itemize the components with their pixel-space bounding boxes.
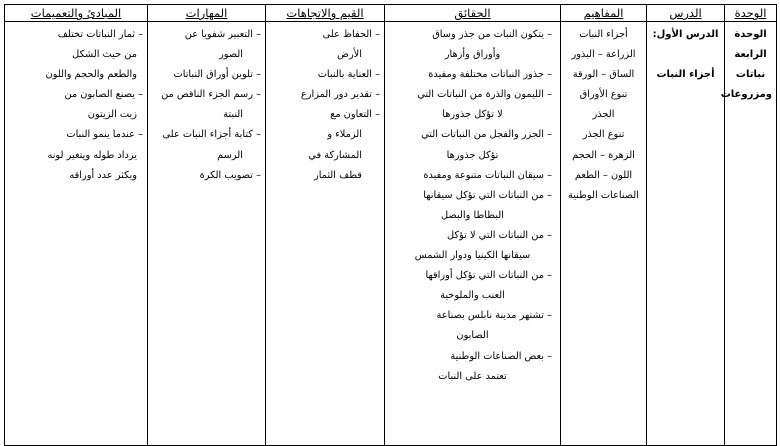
value-line: قطف الثمار (313, 169, 362, 181)
concept-item: الزهرة – الحجم (572, 149, 635, 161)
unit-line: نباتات (735, 69, 766, 81)
concept-item: الساق – الورقة (572, 69, 635, 81)
lesson-plan-table (4, 4, 777, 446)
lesson-cell (647, 22, 725, 446)
unit-line: ومزروعات (720, 89, 772, 101)
concept-item: اللون – الطعم (574, 169, 633, 181)
value-line: – تقدير دور المزارع (300, 89, 380, 101)
header-principles: المبادئ والتعميمات (5, 5, 148, 22)
facts-cell (385, 22, 561, 446)
principle-line: – ثمار النباتات تختلف (57, 29, 143, 40)
concept-item: الزراعة – البذور (571, 49, 636, 61)
concepts-cell (561, 22, 647, 446)
fact-line: تعتمد على النبات (438, 370, 507, 382)
fact-line: – تشتهر مدينة نابلس بصناعة (436, 310, 552, 322)
fact-line: – من النباتات التي تؤكل سيقانها (423, 189, 552, 201)
value-line: الزملاء و (327, 129, 362, 141)
principle-line: والطعم والحجم واللون (45, 69, 137, 81)
fact-line: – الليمون والذرة من النباتات التي (417, 89, 552, 101)
principle-line: يزداد طوله ويتغير لونه (47, 149, 137, 161)
concept-item: الصناعات الوطنية (567, 189, 640, 201)
fact-line: – جذور النباتات مختلفة ومفيدة (428, 69, 552, 81)
header-row (5, 5, 777, 22)
unit-line: الرابعة (734, 49, 767, 61)
concept-item: الجذر (592, 109, 615, 121)
fact-line: – من النباتات التي لا تؤكل (446, 229, 552, 241)
fact-line: الصابون (456, 330, 489, 342)
header-skills: المهارات (148, 5, 266, 22)
skill-line: – تلوين أوراق النباتات (173, 69, 261, 81)
value-line: – الحفاظ على (322, 29, 380, 40)
skill-line: الصور (219, 49, 243, 61)
skill-line: النبتة (223, 109, 243, 121)
header-values: القيم والاتجاهات (266, 5, 385, 22)
concept-item: أجزاء النبات (579, 29, 628, 40)
value-line: المشاركة في (308, 149, 362, 161)
principle-line: زيت الزيتون (87, 109, 137, 121)
fact-line: – يتكون النبات من جذر وساق (432, 29, 552, 40)
skill-line: – التعبير شفويا عن (184, 29, 261, 40)
fact-line: العنب والملوخية (440, 290, 505, 302)
lesson-spacer (651, 45, 720, 65)
fact-line: سيقانها الكينيا ودوار الشمس (414, 250, 531, 262)
skill-line: – تصويب الكرة (199, 169, 261, 181)
principle-line: ويكثر عدد أوراقه (69, 169, 137, 181)
header-unit: الوحدة (725, 5, 777, 22)
fact-line: – الجزر والفجل من النباتات التي (421, 129, 552, 141)
principle-line: – عندما ينمو النبات (66, 129, 143, 141)
skill-line: الرسم (217, 149, 243, 161)
lesson-line: أجزاء النبات (656, 69, 715, 81)
value-line: – التعاون مع (330, 109, 380, 121)
header-lesson: الدرس (647, 5, 725, 22)
concept-item: تنوع الجذر (582, 129, 625, 141)
unit-line: الوحدة (734, 29, 767, 40)
fact-line: لا تؤكل جذورها (442, 109, 503, 121)
content-row (5, 22, 777, 446)
header-facts: الحقائق (385, 5, 561, 22)
principles-cell (5, 22, 148, 446)
value-line: – العناية بالنبات (317, 69, 380, 81)
skills-cell (148, 22, 266, 446)
values-cell (266, 22, 385, 446)
fact-line: البطاطا والبصل (441, 209, 504, 221)
fact-line: – سيقان النباتات متنوعة ومفيدة (423, 169, 552, 181)
header-concepts: المفاهيم (561, 5, 647, 22)
fact-line: تؤكل جذورها (446, 149, 499, 161)
principle-line: من حيث الشكل (72, 49, 137, 61)
fact-line: – بعض الصناعات الوطنية (450, 350, 552, 362)
skill-line: – رسم الجزء الناقص من (161, 89, 261, 101)
fact-line: وأوراق وأزهار (444, 49, 501, 61)
value-line: الأرض (337, 49, 362, 61)
fact-line: – من النباتات التي تؤكل أوراقها (425, 270, 552, 282)
concept-item: تنوع الأوراق (579, 89, 628, 101)
unit-cell (720, 22, 777, 446)
principle-line: – يصنع الصابون من (64, 89, 143, 101)
lesson-line: الدرس الأول: (652, 29, 719, 40)
skill-line: – كتابة أجزاء النبات على (162, 129, 261, 141)
